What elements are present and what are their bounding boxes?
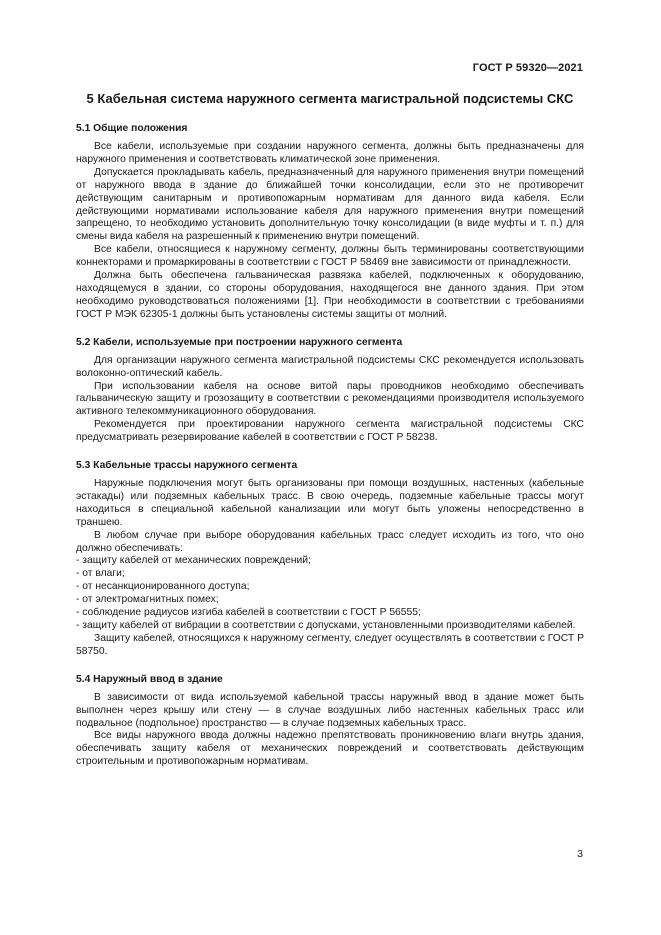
list-item: - от электромагнитных помех; (76, 594, 219, 606)
paragraph: Защиту кабелей, относящихся к наружному сегменту, следует осуществлять в соответствии с ГОСТ Р 58750. (76, 632, 584, 657)
page-content (76, 90, 584, 769)
paragraph: Должна быть обеспечена гальваническая развязка кабелей, подключенных к оборудованию, находящемуся в здании, со стороны оборудования, находящегося вне данного здания. При этом необходимо руководствоваться положениями [1]. При необходимости в соответствии с требованиями ГОСТ Р МЭК 62305-1 должны быть установлены системы защиты от молний. (76, 270, 584, 320)
list-item: - от несанкционированного доступа; (76, 581, 250, 593)
standard-code: ГОСТ Р 59320—2021 (472, 62, 583, 74)
list-item: - защиту кабелей от вибрации в соответствии с допусками, установленными производителями кабелей. (76, 620, 576, 631)
paragraph: Рекомендуется при проектировании наружного сегмента магистральной подсистемы СКС предусматривать резервирование кабелей в соответствии с ГОСТ Р 58238. (76, 419, 584, 444)
paragraph: Все кабели, используемые при создании наружного сегмента, должны быть предназначены для наружного применения и соответствовать климатической зоне применения. (76, 141, 584, 165)
list-item: - от влаги; (76, 568, 125, 580)
list-item: - защиту кабелей от механических повреждений; (76, 555, 311, 567)
subsection-title: 5.2 Кабели, используемые при построении наружного сегмента (76, 336, 403, 348)
page-number: 3 (577, 848, 583, 860)
paragraph: В любом случае при выборе оборудования кабельных трасс следует исходить из того, что оно должно обеспечивать: (76, 529, 584, 554)
paragraph: При использовании кабеля на основе витой пары проводников необходимо обеспечивать гальваническую защиту и грозозащиту в соответствии с рекомендациями производителя используемого активного телекоммуникационного оборудования. (76, 380, 584, 418)
subsection-title: 5.4 Наружный ввод в здание (76, 673, 223, 685)
paragraph: Для организации наружного сегмента магистральной подсистемы СКС рекомендуется использовать волоконно-оптический кабель. (76, 354, 584, 379)
paragraph: В зависимости от вида используемой кабельной трассы наружный ввод в здание может быть выполнен через крышу или стену — в случае воздушных либо настенных кабельных трасс или подвальное (подпольное) пространство — в случае подземных кабельных трасс. (76, 691, 584, 729)
paragraph: Наружные подключения могут быть организованы при помощи воздушных, настенных (кабельные эстакады) или подземных кабельных трасс. В свою очередь, подземные кабельные трассы могут находиться в специальной кабельной канализации или могут быть уложены непосредственно в траншею. (76, 478, 584, 528)
subsection-title: 5.3 Кабельные трассы наружного сегмента (76, 460, 298, 472)
list-item: - соблюдение радиусов изгиба кабелей в соответствии с ГОСТ Р 56555; (76, 607, 421, 619)
section-title: 5 Кабельная система наружного сегмента магистральной подсистемы СКС (86, 91, 574, 106)
paragraph: Допускается прокладывать кабель, предназначенный для наружного применения внутри помещений от наружного ввода в здание до ближайшей точки консолидации, если это не противоречит действующим санитарным и противопожарным нормативам для данного вида кабеля. Если действующими нормативами использование кабеля для наружного применения внутри помещений запрещено, то необходимо установить дополнительную точку консолидации (в виде муфты и т. п.) для смены вида кабеля на разрешенный к применению внутри помещений. (76, 166, 584, 243)
paragraph: Все виды наружного ввода должны надежно препятствовать проникновению влаги внутрь здания, обеспечивать защиту кабеля от механических повреждений и соответствовать действующим строительным и противопожарным нормативам. (76, 730, 584, 768)
subsection-title: 5.1 Общие положения (76, 123, 188, 134)
paragraph: Все кабели, относящиеся к наружному сегменту, должны быть терминированы соответствующими коннекторами и промаркированы в соответствии с ГОСТ Р 58469 вне зависимости от принадлежности. (76, 244, 584, 269)
requirements-list (76, 555, 584, 632)
